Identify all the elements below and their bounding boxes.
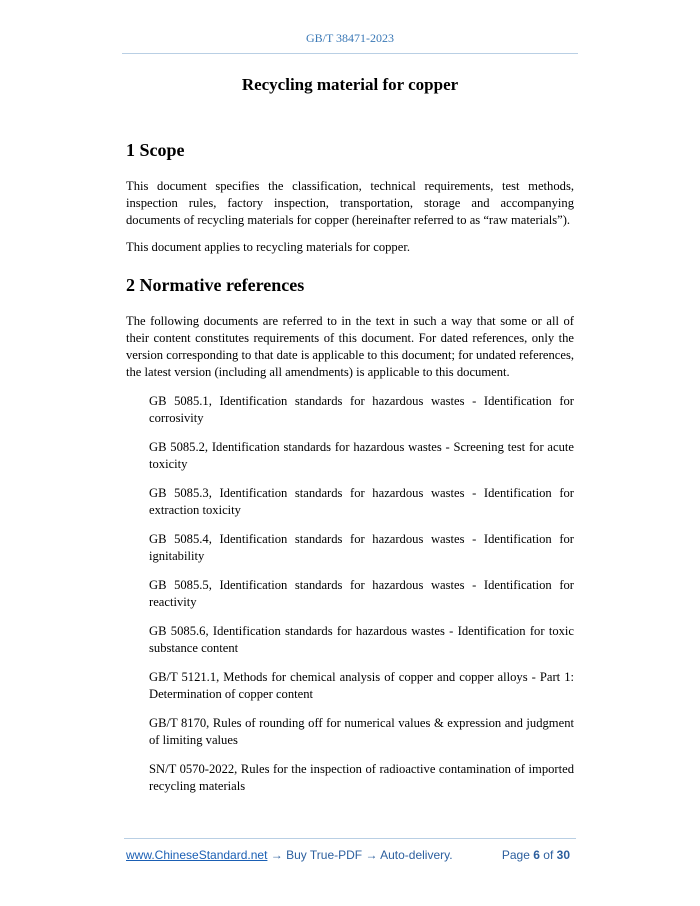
header-standard-code: GB/T 38471-2023 [305, 31, 395, 45]
scope-paragraph: This document applies to recycling materials for copper. [126, 240, 410, 254]
current-page-number: 6 [533, 848, 540, 862]
footer-tagline: → Buy True-PDF → Auto-delivery. [267, 848, 453, 862]
reference-item: SN/T 0570-2022, Rules for the inspection of radioactive contamination of imported recycling materials [149, 762, 574, 793]
reference-item: GB 5085.5, Identification standards for hazardous wastes - Identification for reactivity [149, 578, 574, 609]
normative-references-heading: 2 Normative references [126, 275, 305, 295]
reference-item: GB 5085.3, Identification standards for hazardous wastes - Identification for extraction toxicity [149, 486, 574, 517]
total-page-count: 30 [556, 848, 570, 862]
footer-divider [124, 838, 576, 839]
reference-item: GB/T 8170, Rules of rounding off for numerical values & expression and judgment of limiting values [149, 716, 574, 747]
page-indicator [502, 848, 570, 862]
of-label: of [543, 848, 554, 862]
reference-item: GB 5085.1, Identification standards for hazardous wastes - Identification for corrosivity [149, 394, 574, 425]
reference-item: GB 5085.2, Identification standards for hazardous wastes - Screening test for acute toxicity [149, 440, 574, 471]
scope-heading: 1 Scope [126, 140, 185, 160]
scope-paragraph: This document specifies the classification, technical requirements, test methods, inspection rules, factory inspection, transportation, storage and accompanying documents of recycling materials for copper (hereinafter referred to as “raw materials”). [126, 179, 574, 227]
page-footer [126, 848, 574, 862]
chinesestandard-link[interactable]: www.ChineseStandard.net [126, 848, 268, 862]
normative-intro-paragraph: The following documents are referred to in the text in such a way that some or all of their content constitutes requirements of this document. For dated references, only the version corresponding to that date is applicable to this document; for undated references, the latest version (including all amendments) is applicable to this document. [126, 314, 574, 379]
reference-item: GB 5085.4, Identification standards for hazardous wastes - Identification for ignitability [149, 532, 574, 563]
page-label: Page [501, 848, 530, 862]
header-divider [122, 53, 578, 54]
document-title: Recycling material for copper [241, 75, 459, 94]
page-content [126, 140, 574, 795]
reference-item: GB 5085.6, Identification standards for hazardous wastes - Identification for toxic substance content [149, 624, 574, 655]
reference-item: GB/T 5121.1, Methods for chemical analysis of copper and copper alloys - Part 1: Determination of copper content [149, 670, 574, 701]
